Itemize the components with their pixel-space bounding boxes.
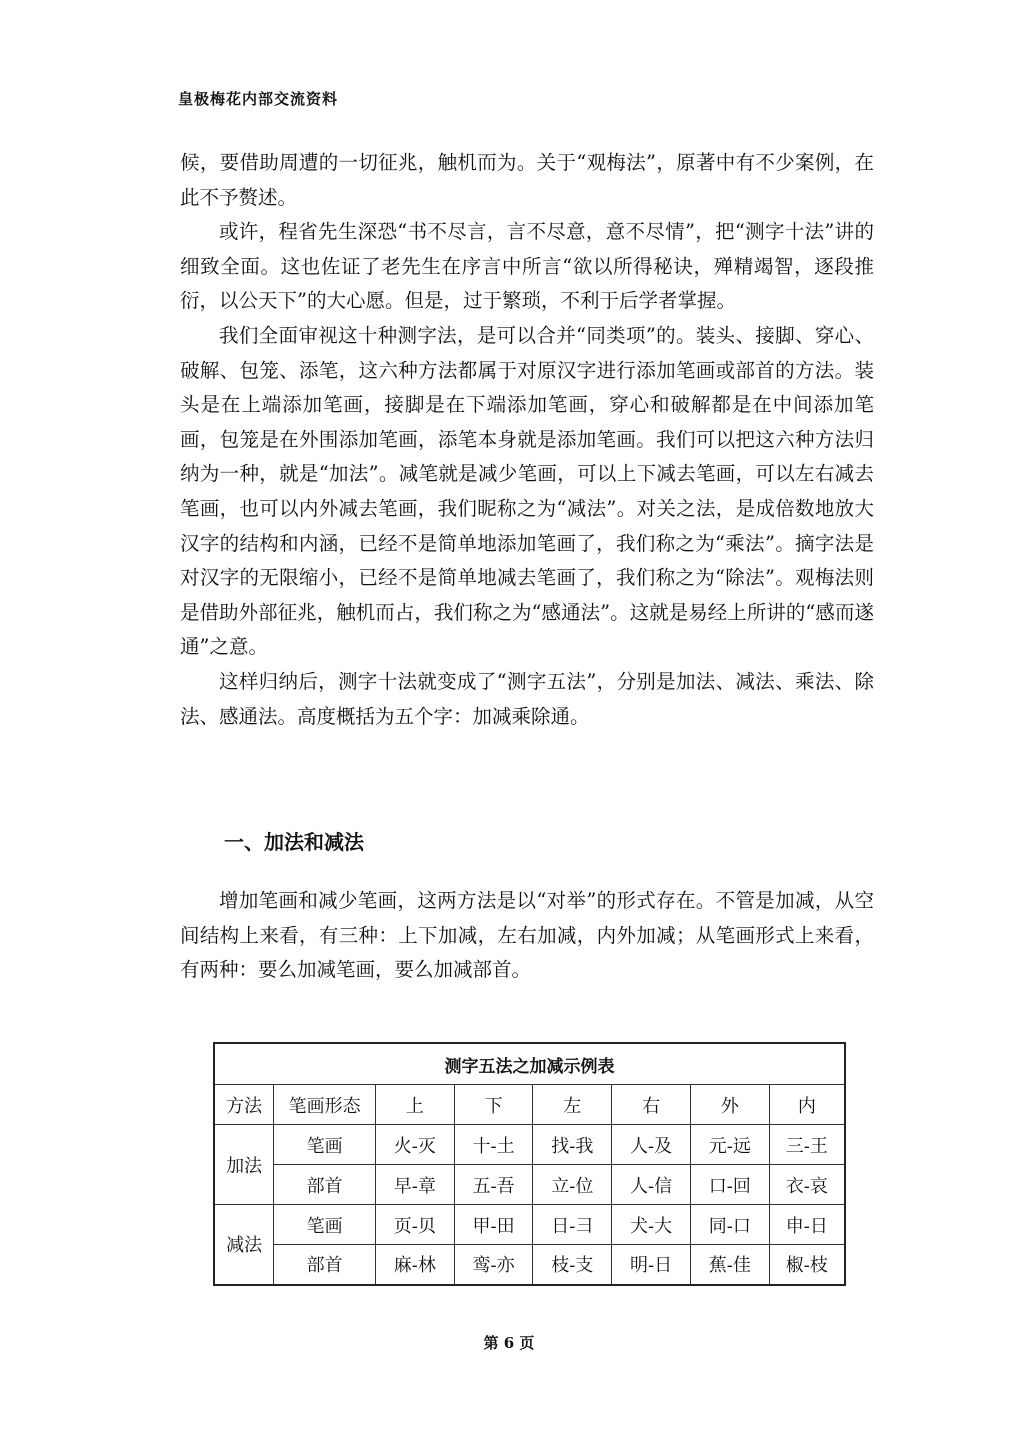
table-cell: 椒-枝 <box>769 1245 845 1285</box>
table-title: 测字五法之加减示例表 <box>214 1043 845 1085</box>
form-cell: 部首 <box>274 1245 376 1285</box>
column-header: 左 <box>533 1085 612 1125</box>
intro-text <box>180 146 874 734</box>
form-cell: 笔画 <box>274 1205 376 1245</box>
table-cell: 明-日 <box>612 1245 691 1285</box>
table-cell: 枝-支 <box>533 1245 612 1285</box>
table-cell: 鸾-亦 <box>454 1245 533 1285</box>
table-cell: 口-回 <box>690 1165 769 1205</box>
paragraph: 或许，程省先生深恐“书不尽言，言不尽意，意不尽情”，把“测字十法”讲的细致全面。这也佐证了老先生在序言中所言“欲以所得秘诀，殚精竭智，逐段推衍，以公天下”的大心愿。但是，过于繁琐，不利于后学者掌握。 <box>180 220 874 313</box>
table-cell: 麻-林 <box>375 1245 454 1285</box>
table-cell: 衣-哀 <box>769 1165 845 1205</box>
table-title-row <box>214 1043 845 1085</box>
page-number: 第 6 页 <box>483 1334 535 1352</box>
paragraph: 增加笔画和减少笔画，这两方法是以“对举”的形式存在。不管是加减，从空间结构上来看，有三种：上下加减，左右加减，内外加减；从笔画形式上来看，有两种：要么加减笔画，要么加减部首。 <box>180 889 874 982</box>
table-cell: 早-章 <box>375 1165 454 1205</box>
table-cell: 页-贝 <box>375 1205 454 1245</box>
column-header: 内 <box>769 1085 845 1125</box>
table-cell: 元-远 <box>690 1125 769 1165</box>
table-cell: 日-彐 <box>533 1205 612 1245</box>
table-cell: 找-我 <box>533 1125 612 1165</box>
table-cell: 三-王 <box>769 1125 845 1165</box>
table-cell: 人-及 <box>612 1125 691 1165</box>
table-cell: 立-位 <box>533 1165 612 1205</box>
form-cell: 部首 <box>274 1165 376 1205</box>
table-cell: 申-日 <box>769 1205 845 1245</box>
section-heading: 一、加法和减法 <box>224 830 364 854</box>
column-header: 下 <box>454 1085 533 1125</box>
paragraph: 这样归纳后，测字十法就变成了“测字五法”，分别是加法、减法、乘法、除法、感通法。高度概括为五个字：加减乘除通。 <box>180 669 874 728</box>
table-row <box>214 1165 845 1205</box>
method-cell: 减法 <box>214 1205 274 1285</box>
method-cell: 加法 <box>214 1125 274 1205</box>
examples-table <box>213 1042 846 1286</box>
form-cell: 笔画 <box>274 1125 376 1165</box>
table-cell: 甲-田 <box>454 1205 533 1245</box>
column-header: 右 <box>612 1085 691 1125</box>
column-header: 上 <box>375 1085 454 1125</box>
paragraph: 我们全面审视这十种测字法，是可以合并“同类项”的。装头、接脚、穿心、破解、包笼、添笔，这六种方法都属于对原汉字进行添加笔画或部首的方法。装头是在上端添加笔画，接脚是在下端添加笔画，穿心和破解都是在中间添加笔画，包笼是在外围添加笔画，添笔本身就是添加笔画。我们可以把这六种方法归纳为一种，就是“加法”。减笔就是减少笔画，可以上下减去笔画，可以左右减去笔画，也可以内外减去笔画，我们昵称之为“减法”。对关之法，是成倍数地放大汉字的结构和内涵，已经不是简单地添加笔画了，我们称之为“乘法”。摘字法是对汉字的无限缩小，已经不是简单地减去笔画了，我们称之为“除法”。观梅法则是借助外部征兆，触机而占，我们称之为“感通法”。这就是易经上所讲的“感而遂通”之意。 <box>180 323 874 659</box>
table-cell: 蕉-佳 <box>690 1245 769 1285</box>
paragraph-continuation: 候，要借助周遭的一切征兆，触机而为。关于“观梅法”，原著中有不少案例，在此不予赘述。 <box>180 151 874 209</box>
table-cell: 人-信 <box>612 1165 691 1205</box>
section-text <box>180 884 874 988</box>
table-header-row <box>214 1085 845 1125</box>
table-row <box>214 1205 845 1245</box>
table-cell: 犬-大 <box>612 1205 691 1245</box>
table-cell: 十-土 <box>454 1125 533 1165</box>
table-row <box>214 1125 845 1165</box>
table-cell: 同-口 <box>690 1205 769 1245</box>
column-header: 方法 <box>214 1085 274 1125</box>
table-cell: 火-灭 <box>375 1125 454 1165</box>
table-cell: 五-吾 <box>454 1165 533 1205</box>
running-header: 皇极梅花内部交流资料 <box>178 90 339 108</box>
table-row <box>214 1245 845 1285</box>
column-header: 笔画形态 <box>274 1085 376 1125</box>
column-header: 外 <box>690 1085 769 1125</box>
